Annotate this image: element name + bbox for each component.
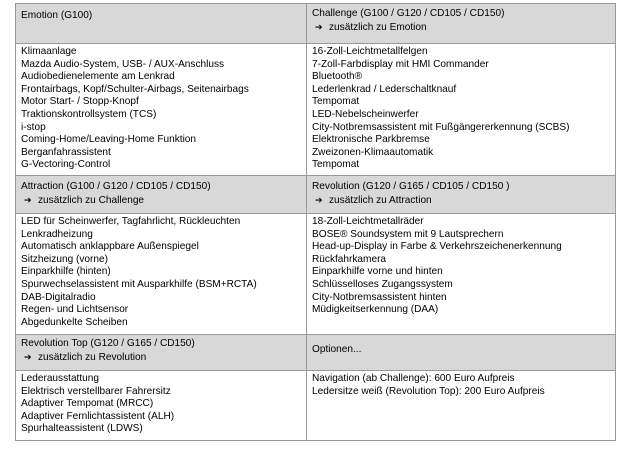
- table-body-row: [16, 371, 616, 441]
- trim-title: Revolution Top (G120 / G165 / CD150): [21, 338, 195, 349]
- trim-subtitle: [21, 194, 301, 208]
- list-item: Spurhalteassistent (LDWS): [21, 423, 143, 435]
- list-item: Abgedunkelte Scheiben: [21, 316, 128, 328]
- trim-subtitle-text: zusätzlich zu Attraction: [329, 194, 432, 206]
- trim-title: Emotion (G100): [21, 10, 93, 21]
- list-item: i-stop: [21, 121, 46, 133]
- body-cell-revolution-top: [16, 371, 307, 441]
- body-cell-attraction: [16, 214, 307, 335]
- list-item: Frontairbags, Kopf/Schulter-Airbags, Seitenairbags: [21, 83, 249, 95]
- list-item: Ledersitze weiß (Revolution Top): 200 Euro Aufpreis: [312, 385, 545, 397]
- list-item: Klimaanlage: [21, 46, 77, 57]
- header-cell-emotion: [16, 4, 307, 44]
- list-item: Bluetooth®: [312, 71, 363, 83]
- equipment-table-page: [15, 3, 616, 441]
- feature-list: [312, 216, 610, 317]
- list-item: 7-Zoll-Farbdisplay mit HMI Commander: [312, 58, 489, 70]
- list-item: Elektrisch verstellbarer Fahrersitz: [21, 385, 171, 397]
- list-item: Mazda Audio-System, USB- / AUX-Anschluss: [21, 58, 225, 70]
- header-cell-revolution: [307, 176, 616, 214]
- list-item: Lederlenkrad / Lederschaltknauf: [312, 83, 457, 95]
- header-cell-challenge: [307, 4, 616, 44]
- trim-title: Challenge (G100 / G120 / CD105 / CD150): [312, 8, 505, 19]
- list-item: Rückfahrkamera: [312, 253, 387, 265]
- list-item: Lenkradheizung: [21, 228, 93, 240]
- list-item: 18-Zoll-Leichtmetallräder: [312, 216, 424, 227]
- list-item: LED-Nebelscheinwerfer: [312, 108, 419, 120]
- header-cell-options: [307, 335, 616, 371]
- trim-title: Attraction (G100 / G120 / CD105 / CD150): [21, 181, 211, 192]
- arrow-right-icon: ➔: [24, 194, 32, 205]
- feature-list: [21, 46, 301, 172]
- list-item: Regen- und Lichtsensor: [21, 304, 129, 316]
- feature-list: [312, 373, 610, 398]
- table-header-row: [16, 335, 616, 371]
- table-header-row: [16, 176, 616, 214]
- list-item: Automatisch anklappbare Außenspiegel: [21, 241, 199, 253]
- trim-subtitle: [312, 194, 610, 208]
- list-item: Tempomat: [312, 96, 360, 108]
- list-item: Sitzheizung (vorne): [21, 253, 108, 265]
- list-item: Lederausstattung: [21, 373, 100, 384]
- list-item: Schlüsselloses Zugangssystem: [312, 278, 453, 290]
- list-item: LED für Scheinwerfer, Tagfahrlicht, Rückleuchten: [21, 216, 241, 227]
- arrow-right-icon: ➔: [315, 194, 323, 205]
- header-cell-attraction: [16, 176, 307, 214]
- feature-list: [21, 216, 301, 329]
- header-cell-revolution-top: [16, 335, 307, 371]
- feature-list: [21, 373, 301, 436]
- trim-title: Revolution (G120 / G165 / CD105 / CD150 ): [312, 181, 510, 192]
- equipment-table: [15, 3, 616, 441]
- list-item: Navigation (ab Challenge): 600 Euro Aufpreis: [312, 373, 515, 384]
- list-item: Audiobedienelemente am Lenkrad: [21, 71, 175, 83]
- trim-subtitle-text: zusätzlich zu Emotion: [329, 21, 427, 33]
- body-cell-revolution: [307, 214, 616, 335]
- feature-list: [312, 46, 610, 172]
- table-body-row: [16, 44, 616, 176]
- list-item: City-Notbremsassistent mit Fußgängererkennung (SCBS): [312, 121, 570, 133]
- list-item: Einparkhilfe vorne und hinten: [312, 266, 443, 278]
- trim-subtitle-text: zusätzlich zu Challenge: [38, 194, 145, 206]
- list-item: Head-up-Display in Farbe & Verkehrszeichenerkennung: [312, 241, 562, 253]
- table-body-row: [16, 214, 616, 335]
- list-item: City-Notbremsassistent hinten: [312, 291, 447, 303]
- list-item: 16-Zoll-Leichtmetallfelgen: [312, 46, 428, 57]
- list-item: DAB-Digitalradio: [21, 291, 96, 303]
- list-item: Motor Start- / Stopp-Knopf: [21, 96, 139, 108]
- list-item: BOSE® Soundsystem mit 9 Lautsprechern: [312, 228, 504, 240]
- list-item: Berganfahrassistent: [21, 146, 111, 158]
- trim-subtitle: [312, 21, 610, 35]
- list-item: Einparkhilfe (hinten): [21, 266, 111, 278]
- body-cell-options: [307, 371, 616, 441]
- list-item: Müdigkeitserkennung (DAA): [312, 304, 439, 316]
- body-cell-challenge: [307, 44, 616, 176]
- list-item: Elektronische Parkbremse: [312, 134, 430, 146]
- list-item: Zweizonen-Klimaautomatik: [312, 146, 434, 158]
- list-item: Coming-Home/Leaving-Home Funktion: [21, 134, 197, 146]
- list-item: Tempomat: [312, 159, 360, 171]
- list-item: Adaptiver Tempomat (MRCC): [21, 398, 154, 410]
- list-item: Spurwechselassistent mit Ausparkhilfe (BSM+RCTA): [21, 278, 257, 290]
- trim-title: Optionen...: [312, 344, 362, 355]
- trim-subtitle-text: zusätzlich zu Revolution: [38, 351, 147, 363]
- list-item: Traktionskontrollsystem (TCS): [21, 108, 157, 120]
- list-item: G-Vectoring-Control: [21, 159, 111, 171]
- list-item: Adaptiver Fernlichtassistent (ALH): [21, 410, 175, 422]
- trim-subtitle: [21, 351, 301, 365]
- table-header-row: [16, 4, 616, 44]
- arrow-right-icon: ➔: [315, 21, 323, 32]
- arrow-right-icon: ➔: [24, 351, 32, 362]
- body-cell-emotion: [16, 44, 307, 176]
